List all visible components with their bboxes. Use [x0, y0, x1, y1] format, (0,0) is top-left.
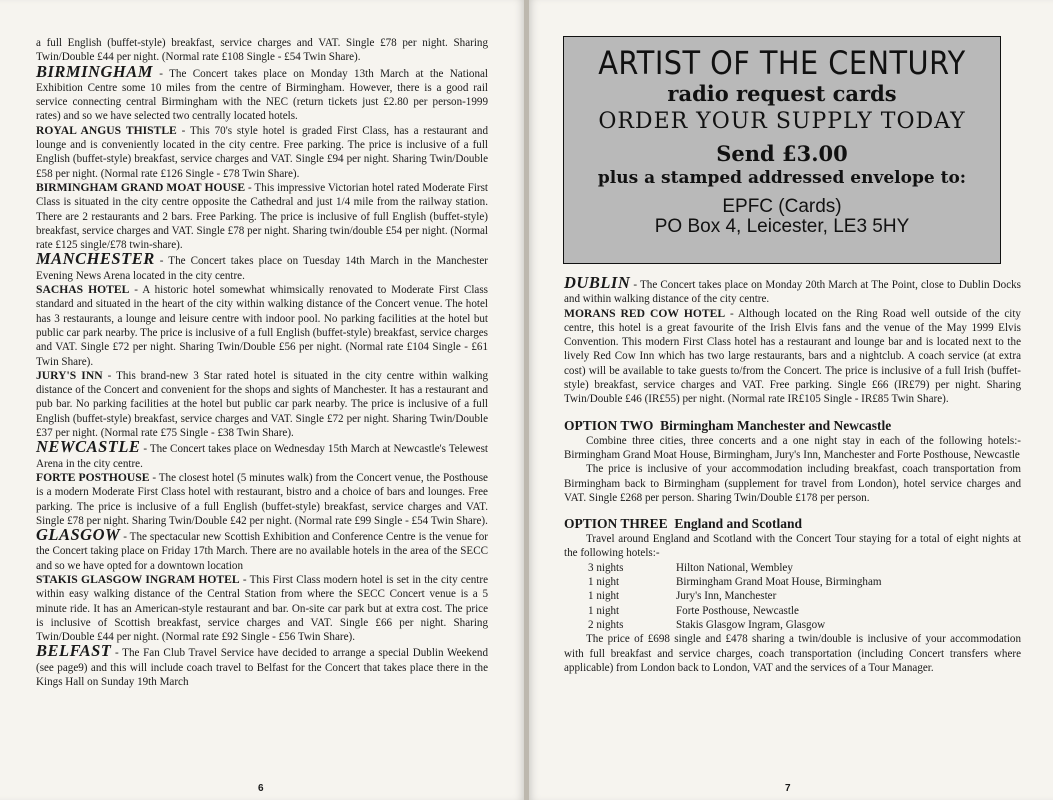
nights-hotel: Stakis Glasgow Ingram, Glasgow [676, 618, 826, 631]
paragraph-text: - This impressive Victorian hotel rated Moderate First Class is situated in the city centre opposite the Cathedral and just 1/4 mile from the railway station. There are 2 restaurants and 2 bars. Free Parking. The price is inclusive of full English (buffet-style) breakfast, service charges and VAT. Single £78 per night. Sharing twin/double £54 per night. (Normal rate £125 single/£78 twin-share). [36, 181, 489, 252]
nights-hotel: Birmingham Grand Moat House, Birmingham [676, 576, 882, 589]
option-three-paragraph-1: Travel around England and Scotland with the Concert Tour staying for a total of eight nights at the following hotels:- [564, 533, 1021, 560]
hotel-section [36, 124, 488, 181]
hotel-heading: FORTE POSTHOUSE [36, 470, 150, 484]
paragraph-text: - This brand-new 3 Star rated hotel is situated in the city centre within walking distance of the Concert and convenient for the shops and sights of Manchester. It has a restaurant and pub bar. No parking facilities at the hotel but public car park nearby. The price is inclusive of a full English (buffet-style) breakfast, service charges and VAT. Single £72 per night. Sharing Twin/Double £37 per night. (Normal rate £75 Single - £38 Twin Share). [36, 369, 488, 440]
dublin-paragraph [564, 273, 1021, 307]
nights-count: 1 night [588, 576, 620, 589]
paragraph-text: - The Concert takes place on Monday 13th March at the National Exhibition Centre some 10 miles from the centre of Birmingham. However, there is a good rail service connecting central Birmingham with the NEC (return tickets just £2.80 per person-1999 rates) and so we have selected two centrally located hotels. [36, 67, 488, 123]
nights-count: 3 nights [588, 561, 624, 574]
paragraph-text: - This 70's style hotel is graded First Class, has a restaurant and lounge and is conveniently located in the city centre. Free parking. The price is inclusive of a full English (buffet-style) breakfast, service charges and VAT. Single £94 per night. Sharing Twin/Double £58 per night. (Normal rate £126 Single - £78 Twin Share). [36, 124, 488, 180]
nights-hotel: Jury's Inn, Manchester [676, 590, 777, 603]
hotel-heading: ROYAL ANGUS THISTLE [36, 123, 177, 137]
hotel-section [36, 283, 488, 369]
city-heading: MANCHESTER [36, 249, 155, 269]
hotel-section [36, 369, 488, 440]
hotel-section [36, 573, 488, 644]
paragraph [36, 36, 488, 65]
hotel-heading-morans: MORANS RED COW HOTEL [564, 306, 726, 320]
ad-instruction: plus a stamped addressed envelope to: [597, 168, 967, 188]
option-three-paragraph-2: The price of £698 single and £478 sharing a twin/double is inclusive of your accommodation with full breakfast and service charges, coach transportation (including Concert transfers where applicable) from London back to London, VAT and the services of a Tour Manager. [564, 633, 1021, 674]
city-heading: BIRMINGHAM [36, 61, 153, 81]
hotel-section [36, 181, 488, 252]
page-number-left: 6 [258, 783, 264, 794]
option-two-paragraph-2: The price is inclusive of your accommodation including breakfast, coach transportation from Birmingham back to Birmingham (supplement for travel from London), hotel service charges and VAT. Single £268 per person. Sharing Twin/Double £178 per person. [564, 463, 1021, 504]
morans-paragraph [564, 307, 1021, 407]
option-three-label: OPTION THREE [564, 516, 668, 532]
option-three-title: England and Scotland [674, 516, 802, 532]
city-section [36, 437, 488, 471]
option-two-title: Birmingham Manchester and Newcastle [660, 417, 892, 433]
ad-subtitle: radio request cards [667, 81, 897, 106]
nights-hotel: Hilton National, Wembley [676, 561, 793, 574]
city-heading: BELFAST [36, 641, 112, 661]
ad-address-line-2: PO Box 4, Leicester, LE3 5HY [654, 216, 910, 237]
city-section [36, 61, 488, 124]
right-page [529, 0, 1053, 800]
paragraph-text: - The Concert takes place on Tuesday 14th March in the Manchester Evening News Arena located in the city centre. [36, 255, 488, 282]
hotel-heading: SACHAS HOTEL [36, 283, 130, 297]
city-section [36, 641, 488, 689]
nights-count: 2 nights [588, 618, 624, 631]
paragraph-text: - The closest hotel (5 minutes walk) from the Concert venue, the Posthouse is a modern Moderate First Class hotel with restaurant, bistro and a choice of bars and lounges. Free parking. The price is inclusive of a full English (buffet-style) breakfast, service charges and VAT. Single £78 per night. Sharing Twin/Double £42 per night. (Normal rate £99 Single - £54 Twin Share). [36, 471, 488, 527]
city-section [36, 249, 488, 283]
left-page [0, 0, 524, 800]
paragraph-text: - The Fan Club Travel Service have decided to arrange a special Dublin Weekend (see page9) and this will include coach travel to Belfast for the Concert that takes place there in the Kings Hall on Sunday 19th March [36, 647, 488, 689]
nights-list [588, 561, 1021, 632]
right-page-text [564, 273, 1021, 675]
city-section [36, 525, 488, 573]
option-three-heading [564, 515, 1021, 532]
dublin-text: - The Concert takes place on Monday 20th March at The Point, close to Dublin Docks and within walking distance of the city centre. [564, 279, 1021, 306]
ad-price: Send £3.00 [716, 141, 848, 166]
nights-count: 1 night [588, 604, 620, 617]
list-item [588, 561, 1021, 575]
hotel-heading: BIRMINGHAM GRAND MOAT HOUSE [36, 180, 246, 194]
list-item [588, 575, 1021, 589]
advertisement-box [563, 36, 1001, 264]
page-number-right: 7 [785, 783, 791, 794]
city-heading-dublin: DUBLIN [564, 273, 631, 292]
city-heading: NEWCASTLE [36, 437, 141, 457]
list-item [588, 618, 1021, 632]
hotel-section [36, 471, 488, 528]
ad-title: ARTIST OF THE CENTURY [598, 44, 966, 82]
paragraph-text: - A historic hotel somewhat whimsically renovated to Moderate First Class standard and situated in the heart of the city within walking distance of the Concert venue. The hotel has 3 restaurants, a lounge and leisure centre with indoor pool. No parking facilities at the hotel but public car park nearby. The price is inclusive of a full English (buffet-style) breakfast, service charges and VAT. Single £72 per night. Sharing Twin/Double £56 per night. (Normal rate £104 Single - £61 Twin Share). [36, 284, 488, 368]
paragraph-text: - The Concert takes place on Wednesday 15th March at Newcastle's Telewest Arena in the city centre. [36, 443, 488, 470]
ad-order-line: ORDER YOUR SUPPLY TODAY [598, 109, 966, 134]
list-item [588, 604, 1021, 618]
paragraph-text: - The spectacular new Scottish Exhibition and Conference Centre is the venue for the Concert taking place on Friday 17th March. There are no available hotels in the area of the SECC and so we have opted for a downtown location [36, 531, 488, 572]
nights-count: 1 night [588, 590, 620, 603]
option-two-paragraph-1: Combine three cities, three concerts and a one night stay in each of the following hotels:- Birmingham Grand Moat House, Birmingham, Jury's Inn, Manchester and Forte Posthouse, Newcastle [564, 434, 1021, 461]
morans-text: - Although located on the Ring Road well outside of the city centre, this hotel is a great favourite of the Irish Elvis fans and the venue of the May 1999 Elvis Convention. This modern First Class hotel has a restaurant and lounge bar and is located next to the lively Red Cow Inn which has two large restaurants, bars and a nightclub. A coach service (at extra cost) will be available to take guests to/from the Concert. The price is inclusive of a full Irish (buffet-style) breakfast, service charges and VAT. Free parking. Single £66 (IR£79) per night. Sharing Twin/Double £46 (IR£55) per night. (Normal rate IR£105 Single - IR£85 Twin Share). [564, 307, 1021, 406]
city-heading: GLASGOW [36, 525, 121, 545]
ad-address-line-1: EPFC (Cards) [722, 196, 842, 217]
paragraph-text: a full English (buffet-style) breakfast, service charges and VAT. Single £78 per night. Sharing Twin/Double £44 per night. (Normal rate £108 Single - £54 Twin Share). [36, 37, 488, 64]
nights-hotel: Forte Posthouse, Newcastle [676, 604, 799, 617]
option-two-label: OPTION TWO [564, 417, 654, 433]
hotel-heading: STAKIS GLASGOW INGRAM HOTEL [36, 572, 240, 586]
option-two-heading [564, 417, 1021, 434]
list-item [588, 589, 1021, 603]
paragraph-text: - This First Class modern hotel is set in the city centre within easy walking distance of the Central Station from where the SECC Concert venue is a 5 minute ride. It has an American-style restaurant and bar. On-site car park but at extra cost. The price is inclusive of Scottish breakfast, service charges and VAT. Single £66 per night. Sharing Twin/Double £44 per night. (Normal rate £92 Single - £56 Twin Share). [36, 573, 489, 644]
hotel-heading: JURY'S INN [36, 368, 103, 382]
left-page-text [36, 36, 488, 689]
